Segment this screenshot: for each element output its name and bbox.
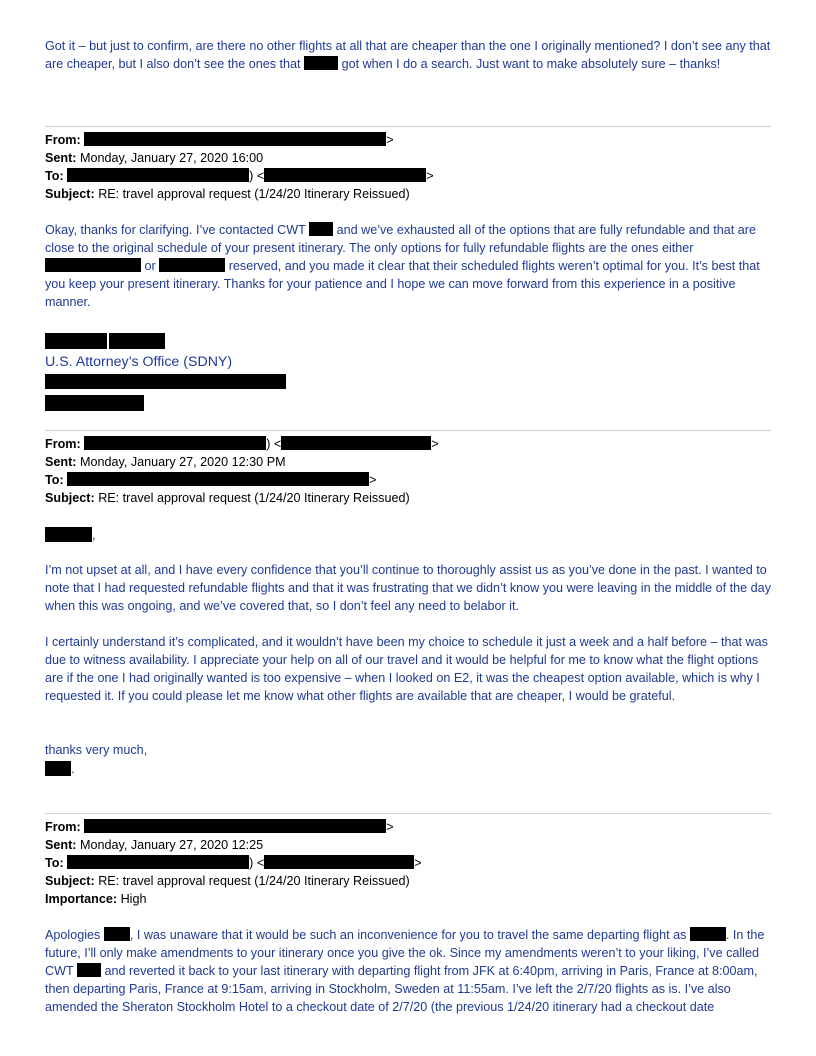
email1-body: Okay, thanks for clarifying. I’ve contacted CWT and we’ve exhausted all of the options that are fully refundable and that are close to the original schedule of your present itinerary. The only options for fully refundable flights are the ones either or reserved, and you made it clear that their scheduled flights weren’t optimal for you. It’s best that you keep your present itinerary. Thanks for your patience and I hope we can move forward from this experience in a positive manner.: [45, 223, 760, 309]
from-line: From: ) < >: [45, 437, 439, 451]
subject-value: RE: travel approval request (1/24/20 Itinerary Reissued): [98, 491, 410, 505]
redaction: [77, 963, 101, 977]
email2-para1: I’m not upset at all, and I have every confidence that you’ll continue to thoroughly assist us as you’ve done in the past. I wanted to note that I had requested refundable flights and that it was frustrating that we didn’t know you were leaving in the middle of the day when this was ongoing, and we’ve covered that, so I don’t feel any need to belabor it.: [45, 563, 771, 613]
subject-line: Subject: RE: travel approval request (1/24/20 Itinerary Reissued): [45, 187, 410, 201]
sent-line: Sent: Monday, January 27, 2020 12:30 PM: [45, 455, 286, 469]
comma: ,: [92, 528, 96, 542]
email1-header: [45, 131, 771, 203]
from-line: From: >: [45, 820, 394, 834]
to-line: To: >: [45, 473, 377, 487]
divider: [45, 430, 771, 431]
redaction: [264, 855, 414, 869]
period: .: [71, 762, 75, 776]
redaction: [84, 819, 386, 833]
divider: [45, 126, 771, 127]
sent-value: Monday, January 27, 2020 16:00: [79, 151, 264, 165]
redaction: [67, 168, 249, 182]
to-line: To: ) < >: [45, 856, 422, 870]
to-line: To: ) < >: [45, 169, 434, 183]
subject-line: Subject: RE: travel approval request (1/24/20 Itinerary Reissued): [45, 491, 410, 505]
top-reply-part2: got when I do a search. Just want to make absolutely sure – thanks!: [341, 57, 721, 71]
sent-line: Sent: Monday, January 27, 2020 12:25: [45, 838, 264, 852]
redaction: [84, 436, 266, 450]
email2-closing: thanks very much,: [45, 743, 148, 757]
divider: [45, 813, 771, 814]
redaction: [45, 527, 92, 542]
email2-header: [45, 435, 771, 507]
subject-value: RE: travel approval request (1/24/20 Itinerary Reissued): [98, 874, 410, 888]
redaction: [159, 258, 225, 272]
email3-header: [45, 818, 771, 908]
redaction: [45, 374, 286, 389]
redaction: [45, 333, 107, 349]
redaction: [104, 927, 130, 941]
sent-value: Monday, January 27, 2020 12:25: [79, 838, 264, 852]
redaction: [109, 333, 165, 349]
redaction: [690, 927, 726, 941]
redaction: [84, 132, 386, 146]
redaction: [67, 472, 369, 486]
sent-value: Monday, January 27, 2020 12:30 PM: [79, 455, 286, 469]
sent-line: Sent: Monday, January 27, 2020 16:00: [45, 151, 264, 165]
subject-value: RE: travel approval request (1/24/20 Itinerary Reissued): [98, 187, 410, 201]
from-line: From: >: [45, 133, 394, 147]
redaction: [45, 761, 71, 776]
redaction: [304, 56, 338, 70]
redaction: [281, 436, 431, 450]
redaction: [45, 258, 141, 272]
importance-line: Importance: High: [45, 892, 147, 906]
redaction: [264, 168, 426, 182]
redaction: [67, 855, 249, 869]
subject-line: Subject: RE: travel approval request (1/24/20 Itinerary Reissued): [45, 874, 410, 888]
top-reply-part1: Got it – but just to confirm, are there no other flights at all that are cheaper than the one I originally mentioned? I don’t see any that are cheaper, but I also don’t see the ones that: [45, 39, 771, 71]
redaction: [45, 395, 144, 411]
email2-para2: I certainly understand it’s complicated, and it wouldn’t have been my choice to schedule it just a week and a half before – that was due to witness availability. I appreciate your help on all of our travel and it would be helpful for me to know what the flight options are if the one I had originally wanted is too expensive – when I looked on E2, it was the cheapest option available, which is why I requested it. If you could please let me know what other flights are available that are cheaper, I would be grateful.: [45, 635, 768, 703]
top-reply-text: [45, 37, 773, 73]
email3-body: Apologies , I was unaware that it would be such an inconvenience for you to travel the same departing flight as . In the future, I’ll only make amendments to your itinerary once you give the ok. Since my amendments weren’t to your liking, I’ve called CWT and reverted it back to your last itinerary with departing flight from JFK at 6:40pm, arriving in Paris, France at 8:00am, then departing Paris, France at 9:15am, arriving in Stockholm, Sweden at 11:55am. I’ve left the 2/7/20 flights as is. I’ve also amended the Sheraton Stockholm Hotel to a checkout date of 2/7/20 (the previous 1/24/20 itinerary had a checkout date: [45, 928, 765, 1014]
redaction: [309, 222, 333, 236]
signature-org: U.S. Attorney’s Office (SDNY): [45, 354, 233, 370]
importance-value: High: [120, 892, 147, 906]
